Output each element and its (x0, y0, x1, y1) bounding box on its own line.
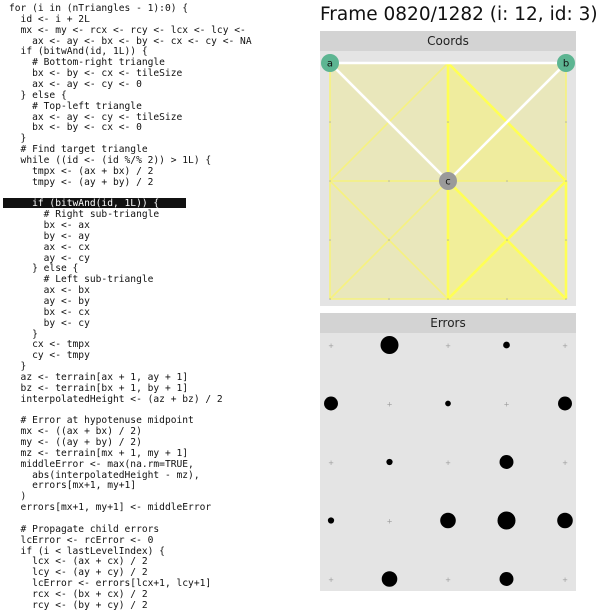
code-line: rcy <- (by + cy) / 2 (9, 599, 148, 611)
error-dot (382, 571, 398, 587)
code-line: } (9, 328, 38, 340)
error-dot (558, 397, 572, 411)
vertex-b-label: b (562, 58, 570, 70)
code-line: bx <- by <- cx <- tileSize (9, 68, 183, 80)
error-zero-marker: + (386, 400, 393, 409)
code-line: cx <- tmpx (9, 339, 90, 351)
coords-plot (320, 51, 576, 306)
code-line: } else { (9, 89, 67, 101)
code-line: by <- ay (9, 230, 90, 242)
code-line: lcy <- (ay + cy) / 2 (9, 567, 148, 579)
error-zero-marker: + (445, 342, 451, 350)
grid-tick (388, 180, 390, 182)
code-line: tmpy <- (ay + by) / 2 (9, 176, 154, 188)
code-line: if (bitwAnd(id, 1L)) { (9, 46, 148, 58)
grid-tick (447, 298, 449, 300)
grid-tick (388, 298, 390, 300)
code-line: lcError <- errors[lcx+1, lcy+1] (9, 578, 212, 590)
code-line: by <- cy (9, 317, 90, 329)
code-line: # Error at hypotenuse midpoint (9, 415, 194, 427)
grid-tick (565, 121, 567, 123)
errors-plot (320, 333, 576, 591)
code-line: ax <- ay <- bx <- by <- cx <- cy <- NA (9, 35, 252, 47)
code-line: cy <- tmpy (9, 350, 90, 362)
error-dot (557, 513, 573, 529)
code-line: if (i < lastLevelIndex) { (9, 545, 165, 557)
error-dot (328, 517, 334, 523)
error-zero-marker: + (562, 342, 568, 350)
code-line: # Bottom-right triangle (9, 57, 165, 69)
frame-title: Frame 0820/1282 (i: 12, id: 3) (320, 4, 598, 25)
code-line: bx <- ax (9, 220, 90, 231)
code-line: interpolatedHeight <- (az + bz) / 2 (9, 393, 223, 405)
code-line: } (9, 361, 27, 373)
code-line-current: if (bitwAnd(id, 1L)) { (9, 198, 160, 210)
error-zero-marker: + (562, 576, 568, 584)
code-line: # Right sub-triangle (9, 209, 160, 221)
code-line: # Find target triangle (9, 144, 148, 156)
code-line: middleError <- max(na.rm=TRUE, (9, 458, 194, 470)
code-line: lcError <- rcError <- 0 (9, 534, 154, 546)
code-line: ax <- cx (9, 241, 90, 253)
error-dot (386, 459, 392, 465)
error-zero-marker: + (445, 459, 451, 467)
code-line: id <- i + 2L (9, 13, 90, 25)
grid-tick (329, 239, 331, 241)
error-dot (324, 397, 338, 411)
grid-tick (565, 180, 567, 182)
code-line: # Propagate child errors (9, 523, 160, 535)
code-line: az <- terrain[ax + 1, ay + 1] (9, 371, 189, 383)
code-line: bx <- cx (9, 306, 90, 318)
code-line: } else { (9, 263, 79, 275)
code-line: mx <- my <- rcx <- rcy <- lcx <- lcy <- (9, 24, 246, 36)
grid-tick (565, 239, 567, 241)
vertex-c-label: c (445, 176, 451, 188)
code-line: ax <- ay <- cy <- 0 (9, 78, 142, 90)
code-line: ax <- ay <- cy <- tileSize (9, 111, 183, 123)
grid-tick (329, 298, 331, 300)
code-line: # Top-left triangle (9, 100, 142, 112)
code-line: ax <- bx (9, 285, 90, 297)
error-zero-marker: + (328, 459, 334, 467)
code-line: mx <- ((ax + bx) / 2) (9, 426, 142, 438)
error-dot (381, 336, 399, 354)
code-line: rcx <- (bx + cx) / 2 (9, 588, 148, 600)
code-line: while ((id <- (id %/% 2)) > 1L) { (9, 154, 212, 166)
grid-tick (329, 121, 331, 123)
vertex-a-label: a (326, 58, 334, 70)
code-line: for (i in (nTriangles - 1):0) { (9, 3, 189, 14)
code-line: bz <- terrain[bx + 1, by + 1] (9, 382, 189, 394)
error-zero-marker: + (503, 400, 510, 409)
grid-tick (506, 239, 508, 241)
error-dot (445, 401, 451, 407)
code-line: bx <- by <- cx <- 0 (9, 122, 142, 134)
error-dot (503, 342, 510, 349)
code-line: # Left sub-triangle (9, 274, 154, 286)
code-line: lcx <- (ax + cx) / 2 (9, 556, 148, 568)
error-dot (498, 512, 516, 530)
error-dot (440, 513, 456, 529)
code-line: my <- ((ay + by) / 2) (9, 437, 142, 448)
error-zero-marker: + (445, 576, 451, 584)
grid-tick (447, 121, 449, 123)
code-line: abs(interpolatedHeight - mz), (9, 469, 200, 481)
error-dot (500, 455, 514, 469)
code-line: errors[mx+1, my+1] <- middleError (9, 502, 212, 514)
code-line: mz <- terrain[mx + 1, my + 1] (9, 447, 189, 459)
grid-tick (565, 298, 567, 300)
error-zero-marker: + (328, 576, 334, 584)
errors-panel-title: Errors (320, 313, 576, 333)
grid-tick (506, 180, 508, 182)
code-line: } (9, 133, 27, 145)
grid-tick (329, 180, 331, 182)
error-zero-marker: + (328, 342, 334, 350)
coords-panel-title: Coords (320, 31, 576, 51)
grid-tick (447, 239, 449, 241)
grid-tick (388, 239, 390, 241)
grid-tick (506, 298, 508, 300)
code-line: ) (9, 491, 27, 503)
code-line: ay <- cy (9, 252, 90, 264)
error-zero-marker: + (386, 517, 393, 526)
code-line: errors[mx+1, my+1] (9, 480, 137, 492)
code-line: ay <- by (9, 295, 90, 307)
error-dot (500, 572, 514, 586)
error-zero-marker: + (562, 459, 568, 467)
code-line: tmpx <- (ax + bx) / 2 (9, 165, 154, 177)
